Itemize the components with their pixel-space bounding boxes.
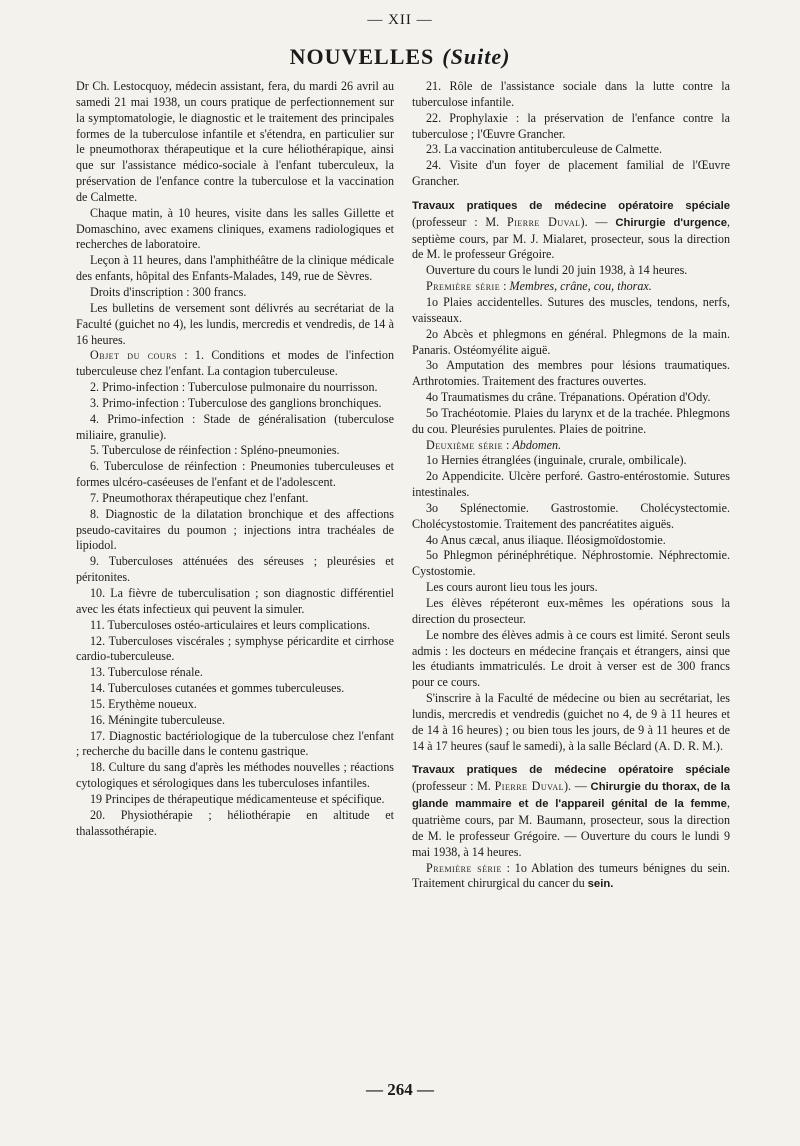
list-item: 3. Primo-infection : Tuberculose des ganglions bronchiques. bbox=[90, 395, 382, 410]
list-item: 9. Tuberculoses atténuées des séreuses ; pleurésies et péritonites. bbox=[76, 554, 394, 585]
prof-name: Pierre Duval bbox=[506, 214, 581, 229]
serie-label: Première série bbox=[426, 279, 501, 294]
list-item: 13. Tuberculose rénale. bbox=[90, 665, 203, 680]
section-thorax bbox=[412, 762, 730, 860]
list-item: 8. Diagnostic de la dilatation bronchique et des affections pseudo-cavitaires du poumon ; injections intra trachéales de lipiodol. bbox=[76, 506, 394, 553]
list-item: 11. Tuberculoses ostéo-articulaires et leurs complications. bbox=[90, 617, 370, 632]
list-item: 24. Visite d'un foyer de placement familial de l'Œuvre Grancher. bbox=[412, 158, 730, 189]
fees-paragraph: Droits d'inscription : 300 francs. bbox=[90, 284, 247, 299]
serie-label: Deuxième série bbox=[426, 437, 503, 452]
objet-paragraph bbox=[76, 348, 394, 380]
section-rest: , septième cours, par M. J. Mialaret, prosecteur, sous la direction de M. le professeur Grégoire. bbox=[412, 214, 731, 262]
list-item: 3o Splénectomie. Gastrostomie. Cholécystectomie. Cholécystostomie. Traitement des pancréatites aiguës. bbox=[412, 500, 730, 531]
serie-topic: Abdomen. bbox=[512, 437, 562, 452]
serie-label: Première série bbox=[426, 860, 502, 875]
list-item: 2. Primo-infection : Tuberculose pulmonaire du nourrisson. bbox=[90, 380, 378, 395]
prof-name: Pierre Duval bbox=[494, 779, 565, 794]
list-item: 10. La fièvre de tuberculisation ; son diagnostic différentiel avec les états infectieux qui peuvent la simuler. bbox=[76, 586, 394, 616]
title-text: NOUVELLES bbox=[289, 44, 435, 69]
intro-paragraph: Dr Ch. Lestocquoy, médecin assistant, fera, du mardi 26 avril au samedi 21 mai 1938, un cours pratique de perfectionnement sur la symptomatologie, le diagnostic et le traitement des principales formes de la tuberculose infantile et s'étendra, en particulier sur le pneumothorax thérapeutique et la cure héliothérapique, ainsi que sur l'assistance médico-sociale à l'enfant tuberculeux, la préservation de l'enfance contre la tuberculose et la vaccination de Calmette. bbox=[76, 79, 394, 204]
list-item: 4o Anus cæcal, anus iliaque. Iléosigmoïdostomie. bbox=[426, 532, 666, 547]
note-paragraph: Les élèves répéteront eux-mêmes les opérations sous la direction du prosecteur. bbox=[412, 596, 730, 626]
list-item: 3o Amputation des membres pour lésions traumatiques. Arthrotomies. Traitement des fractures ouvertes. bbox=[412, 358, 730, 389]
list-item: 4o Traumatismes du crâne. Trépanations. Opération d'Ody. bbox=[426, 390, 711, 405]
section-subject: Chirurgie du thorax, de la glande mammaire et de l'appareil génital de la femme bbox=[412, 781, 730, 811]
page-title bbox=[0, 44, 800, 70]
list-item: 2o Abcès et phlegmons en général. Phlegmons de la main. Panaris. Ostéomyélite aiguë. bbox=[412, 326, 730, 357]
prof-open: (professeur : M. bbox=[412, 214, 507, 229]
section-subject: Chirurgie d'urgence bbox=[615, 216, 727, 229]
list-item: 12. Tuberculoses viscérales ; symphyse péricardite et cirrhose cardio-tuberculeuse. bbox=[76, 633, 394, 664]
list-item: 7. Pneumothorax thérapeutique chez l'enfant. bbox=[90, 490, 309, 505]
list-item: 2o Appendicite. Ulcère perforé. Gastro-entérostomie. Sutures intestinales. bbox=[412, 469, 730, 500]
prof-close: ). — bbox=[580, 214, 616, 229]
list-item: 15. Erythème noueux. bbox=[90, 696, 197, 711]
section-heading: Travaux pratiques de médecine opératoire spéciale bbox=[412, 199, 730, 212]
list-item: 4. Primo-infection : Stade de généralisation (tuberculose miliaire, granulie). bbox=[76, 411, 394, 442]
section-rest: , quatrième cours, par M. Baumann, prosecteur, sous la direction de M. le professeur Grégoire. — Ouverture du cours le lundi 9 mai 1938, à 14 heures. bbox=[412, 796, 730, 859]
list-item: 23. La vaccination antituberculeuse de Calmette. bbox=[426, 142, 663, 157]
list-item: 1o Hernies étranglées (inguinale, crurale, ombilicale). bbox=[426, 453, 687, 468]
serie-paragraph bbox=[412, 861, 730, 894]
prof-close: ). — bbox=[564, 779, 591, 794]
serie-topic: Membres, crâne, cou, thorax. bbox=[509, 279, 652, 294]
serie-text: : 1o Ablation des tumeurs bénignes du sein. Traitement chirurgical du cancer du bbox=[412, 860, 730, 891]
objet-label: Objet du cours bbox=[90, 348, 177, 363]
list-item: 1o Plaies accidentelles. Sutures des muscles, tendons, nerfs, vaisseaux. bbox=[412, 294, 730, 325]
note-paragraph: S'inscrire à la Faculté de médecine ou bien au secrétariat, les lundis, mercredis et vendredis (guichet no 4, de 9 à 11 heures et de 14 à 16 heures) ; ou bien tous les jours, de 9 à 11 heures et de 14 à 17 heures (sauf le samedi), à la salle Béclard (A. D. R. M.). bbox=[412, 691, 730, 753]
list-item: 22. Prophylaxie : la préservation de l'enfance contre la tuberculose ; l'Œuvre Grancher. bbox=[412, 110, 730, 141]
list-item: 5o Phlegmon périnéphrétique. Néphrostomie. Néphrectomie. Cystostomie. bbox=[412, 548, 730, 579]
section-heading: Travaux pratiques de médecine opératoire spéciale bbox=[412, 764, 730, 777]
left-column bbox=[76, 79, 394, 840]
list-item: 21. Rôle de l'assistance sociale dans la lutte contre la tuberculose infantile. bbox=[412, 79, 730, 109]
list-item: 16. Méningite tuberculeuse. bbox=[90, 712, 226, 727]
serie-heading: Première série : Membres, crâne, cou, thorax. bbox=[426, 279, 652, 294]
serie-heading: Deuxième série : Abdomen. bbox=[426, 437, 562, 452]
list-item: 14. Tuberculoses cutanées et gommes tuberculeuses. bbox=[90, 681, 345, 696]
opening-paragraph: Ouverture du cours le lundi 20 juin 1938, à 14 heures. bbox=[426, 263, 688, 278]
list-item: 19 Principes de thérapeutique médicamenteuse et spécifique. bbox=[90, 791, 385, 806]
objet-text: : 1. Conditions et modes de l'infection tuberculeuse chez l'enfant. La contagion tuberculeuse. bbox=[76, 348, 395, 379]
list-item: 5o Trachéotomie. Plaies du larynx et de la trachée. Phlegmons du cou. Pleurésies purulentes. Plaies de poitrine. bbox=[412, 405, 730, 436]
section-urgence bbox=[412, 198, 730, 263]
page-number: — 264 — bbox=[366, 1080, 434, 1099]
list-item: 18. Culture du sang d'après les méthodes nouvelles ; réactions cytologiques et sérologiques dans les tuberculoses infantiles. bbox=[76, 760, 394, 791]
title-suite: (Suite) bbox=[442, 44, 511, 69]
visit-paragraph: Chaque matin, à 10 heures, visite dans les salles Gillette et Domaschino, avec examens cliniques, examens radiologiques et recherches de laboratoire. bbox=[76, 205, 394, 252]
list-item: 6. Tuberculose de réinfection : Pneumonies tuberculeuses et formes ulcéro-caséeuses de l'enfant et de l'adolescent. bbox=[76, 459, 394, 490]
prof-open: (professeur : M. bbox=[412, 779, 495, 794]
serie-end: sein. bbox=[587, 878, 614, 891]
note-paragraph: Les cours auront lieu tous les jours. bbox=[426, 580, 598, 595]
right-column bbox=[412, 79, 730, 893]
list-item: 17. Diagnostic bactériologique de la tuberculose chez l'enfant ; recherche du bacille dans le contenu gastrique. bbox=[76, 728, 394, 759]
lesson-paragraph: Leçon à 11 heures, dans l'amphithéâtre de la clinique médicale des enfants, hôpital des Enfants-Malades, 149, rue de Sèvres. bbox=[76, 253, 394, 284]
bulletins-paragraph: Les bulletins de versement sont délivrés au secrétariat de la Faculté (guichet no 4), les lundis, mercredis et vendredis, de 14 à 16 heures. bbox=[76, 300, 394, 347]
folio: — XII — bbox=[367, 12, 433, 28]
list-item: 5. Tuberculose de réinfection : Spléno-pneumonies. bbox=[90, 443, 340, 458]
list-item: 20. Physiothérapie ; héliothérapie en altitude et thalassothérapie. bbox=[76, 807, 394, 838]
note-paragraph: Le nombre des élèves admis à ce cours est limité. Seront seuls admis : les docteurs en médecine français et étrangers, ainsi que les étudiants immatriculés. Le droit à verser est de 300 francs pour ce cours. bbox=[412, 627, 730, 690]
